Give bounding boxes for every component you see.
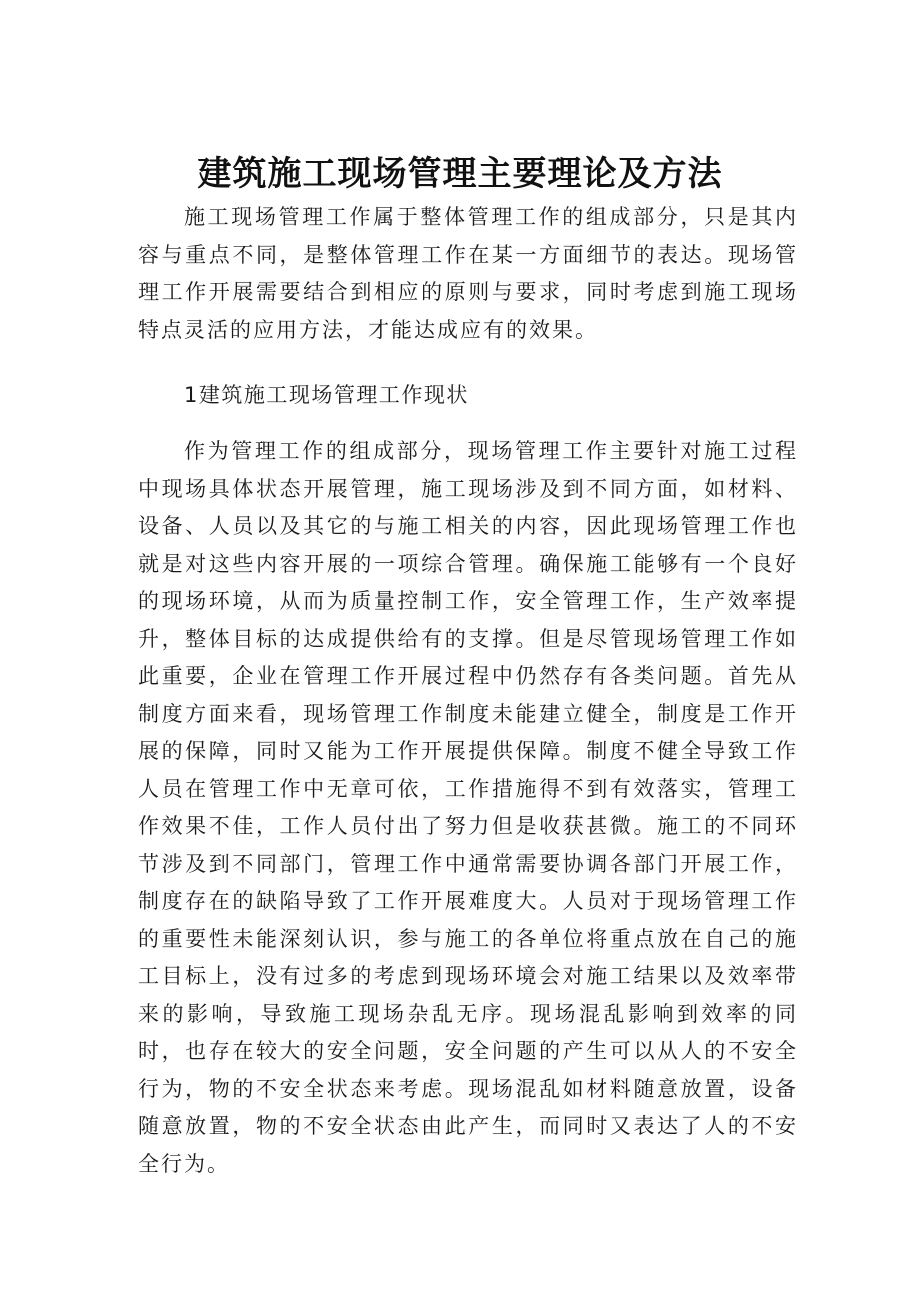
section-paragraph: 作为管理工作的组成部分，现场管理工作主要针对施工过程中现场具体状态开展管理，施工现场涉及到不同方面，如材料、设备、人员以及其它的与施工相关的内容，因此现场管理工作也就是对这些内容开展的一项综合管理。确保施工能够有一个良好的现场环境，从而为质量控制工作，安全管理工作，生产效率提升，整体目标的达成提供给有的支撑。但是尽管现场管理工作如此重要，企业在管理工作开展过程中仍然存有各类问题。首先从制度方面来看，现场管理工作制度未能建立健全，制度是工作开展的保障，同时又能为工作开展提供保障。制度不健全导致工作人员在管理工作中无章可依，工作措施得不到有效落实，管理工作效果不佳，工作人员付出了努力但是收获甚微。施工的不同环节涉及到不同部门，管理工作中通常需要协调各部门开展工作，制度存在的缺陷导致了工作开展难度大。人员对于现场管理工作的重要性未能深刻认识，参与施工的各单位将重点放在自己的施工目标上，没有过多的考虑到现场环境会对施工结果以及效率带来的影响，导致施工现场杂乱无序。现场混乱影响到效率的同时，也存在较大的安全问题，安全问题的产生可以从人的不安全行为，物的不安全状态来考虑。现场混乱如材料随意放置，设备随意放置，物的不安全状态由此产生，而同时又表达了人的不安全行为。 [138, 439, 798, 1176]
section-heading: 1建筑施工现场管理工作现状 [184, 383, 469, 407]
document-title: 建筑施工现场管理主要理论及方法 [197, 153, 723, 194]
intro-paragraph: 施工现场管理工作属于整体管理工作的组成部分，只是其内容与重点不同，是整体管理工作在某一方面细节的表达。现场管理工作开展需要结合到相应的原则与要求，同时考虑到施工现场特点灵活的应用方法，才能达成应有的效果。 [138, 205, 798, 342]
